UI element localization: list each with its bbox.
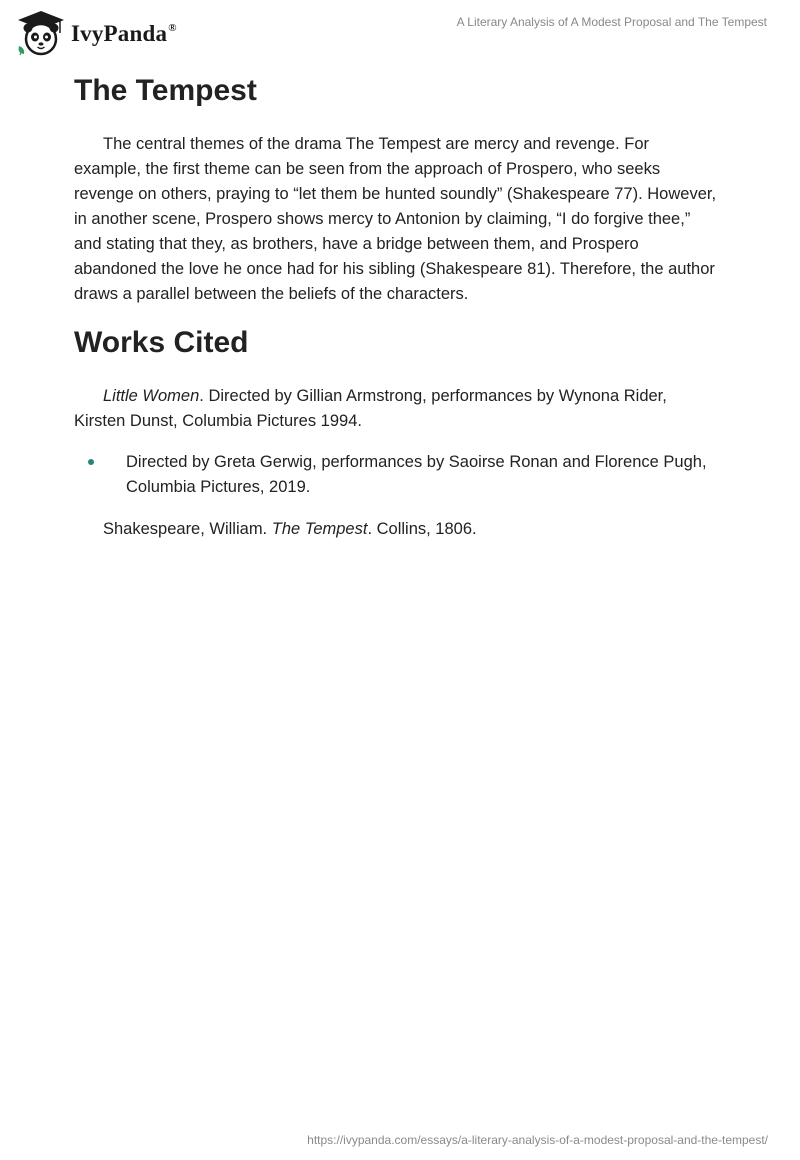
paragraph-line: revenge on others, praying to “let them be hunted soundly” (Shakespeare 77). However, xyxy=(74,185,717,203)
citation-line: Little Women. Directed by Gillian Armstrong, performances by Wynona Rider, xyxy=(103,387,667,405)
panda-graduate-icon xyxy=(16,9,66,57)
paragraph-line: example, the first theme can be seen from the approach of Prospero, who seeks xyxy=(74,160,661,178)
paragraph-line: in another scene, Prospero shows mercy to Antonion by claiming, “I do forgive thee,” xyxy=(74,210,691,228)
logo-wordmark: IvyPanda® xyxy=(71,21,177,46)
paragraph-line: and stating that they, as brothers, have a bridge between them, and Prospero xyxy=(74,235,639,253)
citation-line: Kirsten Dunst, Columbia Pictures 1994. xyxy=(74,412,362,430)
bullet-icon xyxy=(88,459,94,465)
citation-little-women-1994 xyxy=(74,384,726,434)
paragraph-line: The central themes of the drama The Tempest are mercy and revenge. For xyxy=(103,135,649,153)
tempest-paragraph xyxy=(74,132,726,307)
citation-line: Columbia Pictures, 2019. xyxy=(126,478,311,496)
citation-line: Directed by Greta Gerwig, performances by Saoirse Ronan and Florence Pugh, xyxy=(126,453,707,471)
footer-source-link[interactable]: https://ivypanda.com/essays/a-literary-analysis-of-a-modest-proposal-and-the-tempest/ xyxy=(307,1133,768,1147)
section-heading-tempest: The Tempest xyxy=(74,74,257,107)
citation-title: Little Women xyxy=(103,387,200,405)
section-heading-works-cited: Works Cited xyxy=(74,326,249,359)
ivypanda-logo[interactable] xyxy=(16,8,177,58)
paragraph-line: abandoned the love he once had for his sibling (Shakespeare 81). Therefore, the author xyxy=(74,260,715,278)
citation-title: The Tempest xyxy=(271,520,368,538)
citation-text xyxy=(126,450,707,500)
paragraph-line: draws a parallel between the beliefs of the characters. xyxy=(74,285,469,303)
citation-the-tempest: Shakespeare, William. The Tempest. Collins, 1806. xyxy=(103,520,477,538)
document-title-header: A Literary Analysis of A Modest Proposal and The Tempest xyxy=(456,15,767,29)
